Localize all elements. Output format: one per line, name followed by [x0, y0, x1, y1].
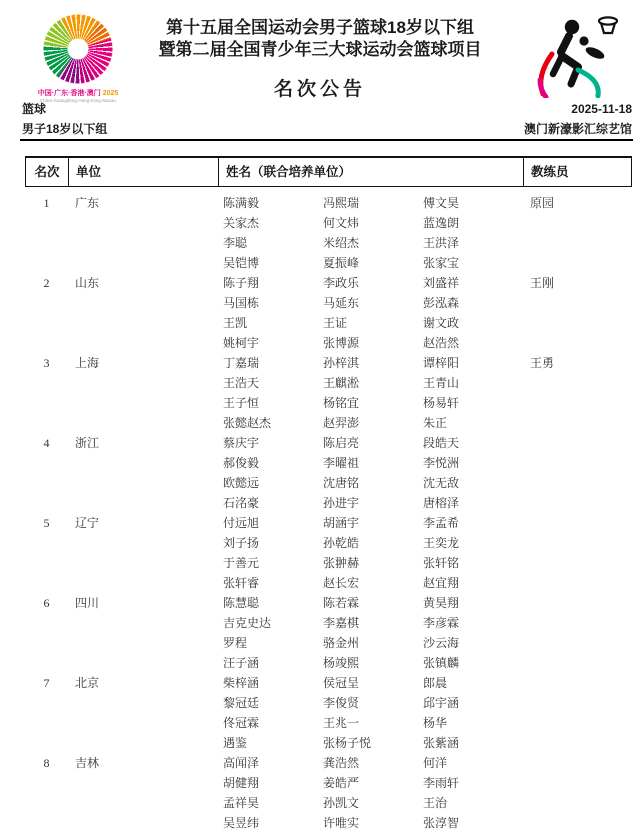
player-name: 胡健翔 — [223, 776, 260, 790]
player-name: 傅文昊 — [423, 196, 460, 210]
rank-cell: 2 — [43, 276, 50, 290]
player-name: 王子恒 — [223, 396, 260, 410]
player-name: 刘盛祥 — [423, 276, 460, 290]
player-name: 龚浩然 — [323, 756, 360, 770]
player-name: 孟祥昊 — [223, 796, 260, 810]
table-row — [25, 513, 632, 593]
player-name: 王兆一 — [323, 716, 360, 730]
player-name: 高闻泽 — [223, 756, 260, 770]
unit-cell: 广东 — [75, 196, 100, 210]
table-row — [25, 593, 632, 673]
player-name: 陈启亮 — [323, 436, 360, 450]
document-title-line2: 暨第二届全国青少年三大球运动会篮球项目 — [158, 40, 482, 59]
unit-cell: 吉林 — [75, 756, 100, 770]
table-body — [25, 187, 632, 833]
player-name: 王麒淞 — [323, 376, 360, 390]
player-name: 孙乾皓 — [323, 536, 360, 550]
player-name: 孙进宇 — [323, 496, 360, 510]
player-name: 张紫涵 — [423, 736, 460, 750]
player-name: 蓝逸朗 — [423, 216, 460, 230]
rank-cell: 8 — [43, 756, 50, 770]
player-name: 张淳智 — [423, 816, 460, 830]
results-table — [25, 156, 632, 833]
player-name: 夏振峰 — [323, 256, 360, 270]
player-name: 陈若霖 — [323, 596, 360, 610]
player-name: 刘子扬 — [223, 536, 260, 550]
player-name: 沈无敌 — [423, 476, 460, 490]
player-name: 黎冠廷 — [223, 696, 260, 710]
player-name: 赵宜翔 — [423, 576, 460, 590]
player-name: 冯熙瑞 — [323, 196, 360, 210]
player-name: 彭泓森 — [423, 296, 460, 310]
player-name: 杨易轩 — [423, 396, 460, 410]
names-cell — [218, 273, 523, 353]
player-name: 孙凯文 — [323, 796, 360, 810]
player-name: 欧懿远 — [223, 476, 260, 490]
player-name: 李曜祖 — [323, 456, 360, 470]
table-row — [25, 273, 632, 353]
unit-cell: 北京 — [75, 676, 100, 690]
column-header-coach: 教练员 — [531, 165, 569, 179]
emblem-flower-icon — [42, 13, 114, 85]
player-name: 张博源 — [323, 336, 360, 350]
player-name: 沙云海 — [423, 636, 460, 650]
player-name: 陈满毅 — [223, 196, 260, 210]
player-name: 付远旭 — [223, 516, 260, 530]
player-name: 吉克史达 — [223, 616, 272, 630]
player-name: 杨华 — [423, 716, 448, 730]
player-name: 李彦霖 — [423, 616, 460, 630]
player-name: 姜皓严 — [323, 776, 360, 790]
player-name: 郎晨 — [423, 676, 448, 690]
coach-cell: 王刚 — [530, 276, 555, 290]
player-name: 唐榕泽 — [423, 496, 460, 510]
player-name: 陈子翔 — [223, 276, 260, 290]
player-name: 王青山 — [423, 376, 460, 390]
player-name: 张懿赵杰 — [223, 416, 272, 430]
player-name: 杨竣熙 — [323, 656, 360, 670]
unit-cell: 山东 — [75, 276, 100, 290]
names-cell — [218, 193, 523, 273]
date-label: 2025-11-18 — [571, 102, 632, 116]
player-name: 吴昱纬 — [223, 816, 260, 830]
player-name: 侯冠呈 — [323, 676, 360, 690]
player-name: 陈慧聪 — [223, 596, 260, 610]
names-cell — [218, 433, 523, 513]
column-header-rank: 名次 — [26, 158, 69, 186]
player-name: 李雨轩 — [423, 776, 460, 790]
names-cell — [218, 593, 523, 673]
player-name: 遇鉴 — [223, 736, 248, 750]
player-name: 罗程 — [223, 636, 248, 650]
header-divider — [20, 139, 633, 141]
unit-cell: 辽宁 — [75, 516, 100, 530]
player-name: 汪子涵 — [223, 656, 260, 670]
player-name: 赵羿澎 — [323, 416, 360, 430]
player-name: 谭梓阳 — [423, 356, 460, 370]
player-name: 王奕龙 — [423, 536, 460, 550]
emblem-year: 2025 — [102, 90, 119, 97]
player-name: 于善元 — [223, 556, 260, 570]
rank-cell: 1 — [43, 196, 50, 210]
player-name: 石洺豪 — [223, 496, 260, 510]
table-row — [25, 193, 632, 273]
coach-cell: 王勇 — [530, 356, 555, 370]
player-name: 沈唐铭 — [323, 476, 360, 490]
player-name: 王洪泽 — [423, 236, 460, 250]
player-name: 丁嘉瑞 — [223, 356, 260, 370]
player-name: 李孟希 — [423, 516, 460, 530]
rank-cell: 4 — [43, 436, 50, 450]
player-name: 谢文政 — [423, 316, 460, 330]
emblem-caption-text: 中国·广东·香港·澳门 — [37, 90, 101, 97]
player-name: 张翀赫 — [323, 556, 360, 570]
player-name: 黄昊翔 — [423, 596, 460, 610]
document-title-line1: 第十五届全国运动会男子篮球18岁以下组 — [166, 18, 474, 37]
player-name: 吴铠博 — [223, 256, 260, 270]
player-name: 郝俊毅 — [223, 456, 260, 470]
player-name: 马国栋 — [223, 296, 260, 310]
player-name: 胡涵宇 — [323, 516, 360, 530]
player-name: 朱正 — [423, 416, 448, 430]
unit-cell: 浙江 — [75, 436, 100, 450]
rank-cell: 6 — [43, 596, 50, 610]
player-name: 马延东 — [323, 296, 360, 310]
basketball-pictogram-icon — [524, 12, 624, 98]
rank-cell: 7 — [43, 676, 50, 690]
player-name: 王治 — [423, 796, 448, 810]
player-name: 段皓天 — [423, 436, 460, 450]
player-name: 李聪 — [223, 236, 248, 250]
player-name: 骆金州 — [323, 636, 360, 650]
player-name: 佟冠霖 — [223, 716, 260, 730]
player-name: 李嘉棋 — [323, 616, 360, 630]
column-header-unit: 单位 — [69, 158, 219, 186]
player-name: 王证 — [323, 316, 348, 330]
player-name: 张家宝 — [423, 256, 460, 270]
venue-label: 澳门新濠影汇综艺馆 — [523, 122, 632, 136]
player-name: 姚柯宇 — [223, 336, 260, 350]
player-name: 杨铭宜 — [323, 396, 360, 410]
player-name: 赵浩然 — [423, 336, 460, 350]
player-name: 何文炜 — [323, 216, 360, 230]
player-name: 许唯实 — [323, 816, 360, 830]
names-cell — [218, 353, 523, 433]
player-name: 李政乐 — [323, 276, 360, 290]
group-label: 男子18岁以下组 — [22, 122, 108, 136]
emblem-caption-en: China·Guangdong·Hong Kong·Macau — [40, 98, 116, 104]
names-cell — [218, 513, 523, 593]
table-row — [25, 673, 632, 753]
names-cell — [218, 673, 523, 753]
player-name: 赵长宏 — [323, 576, 360, 590]
player-name: 李俊贤 — [323, 696, 360, 710]
player-name: 张轩睿 — [223, 576, 260, 590]
player-name: 孙梓淇 — [323, 356, 360, 370]
table-row — [25, 353, 632, 433]
player-name: 张轩铭 — [423, 556, 460, 570]
player-name: 张杨子悦 — [323, 736, 372, 750]
coach-cell: 原园 — [530, 196, 555, 210]
names-cell — [218, 753, 523, 833]
document-subtitle: 名次公告 — [273, 79, 366, 100]
table-row — [25, 753, 632, 833]
unit-cell: 上海 — [75, 356, 100, 370]
table-row — [25, 433, 632, 513]
table-header — [25, 156, 632, 187]
player-name: 李悦洲 — [423, 456, 460, 470]
player-name: 张镇麟 — [423, 656, 460, 670]
player-name: 邱宇涵 — [423, 696, 460, 710]
rank-cell: 3 — [43, 356, 50, 370]
player-name: 关家杰 — [223, 216, 260, 230]
player-name: 柴梓涵 — [223, 676, 260, 690]
player-name: 蔡庆宇 — [223, 436, 260, 450]
document-meta — [22, 99, 632, 139]
rank-cell: 5 — [43, 516, 50, 530]
unit-cell: 四川 — [75, 596, 100, 610]
sport-label: 篮球 — [22, 102, 47, 116]
document-header — [110, 17, 530, 101]
player-name: 王浩天 — [223, 376, 260, 390]
column-header-names: 姓名（联合培养单位） — [219, 158, 524, 186]
player-name: 王凯 — [223, 316, 248, 330]
player-name: 米绍杰 — [323, 236, 360, 250]
player-name: 何洋 — [423, 756, 448, 770]
